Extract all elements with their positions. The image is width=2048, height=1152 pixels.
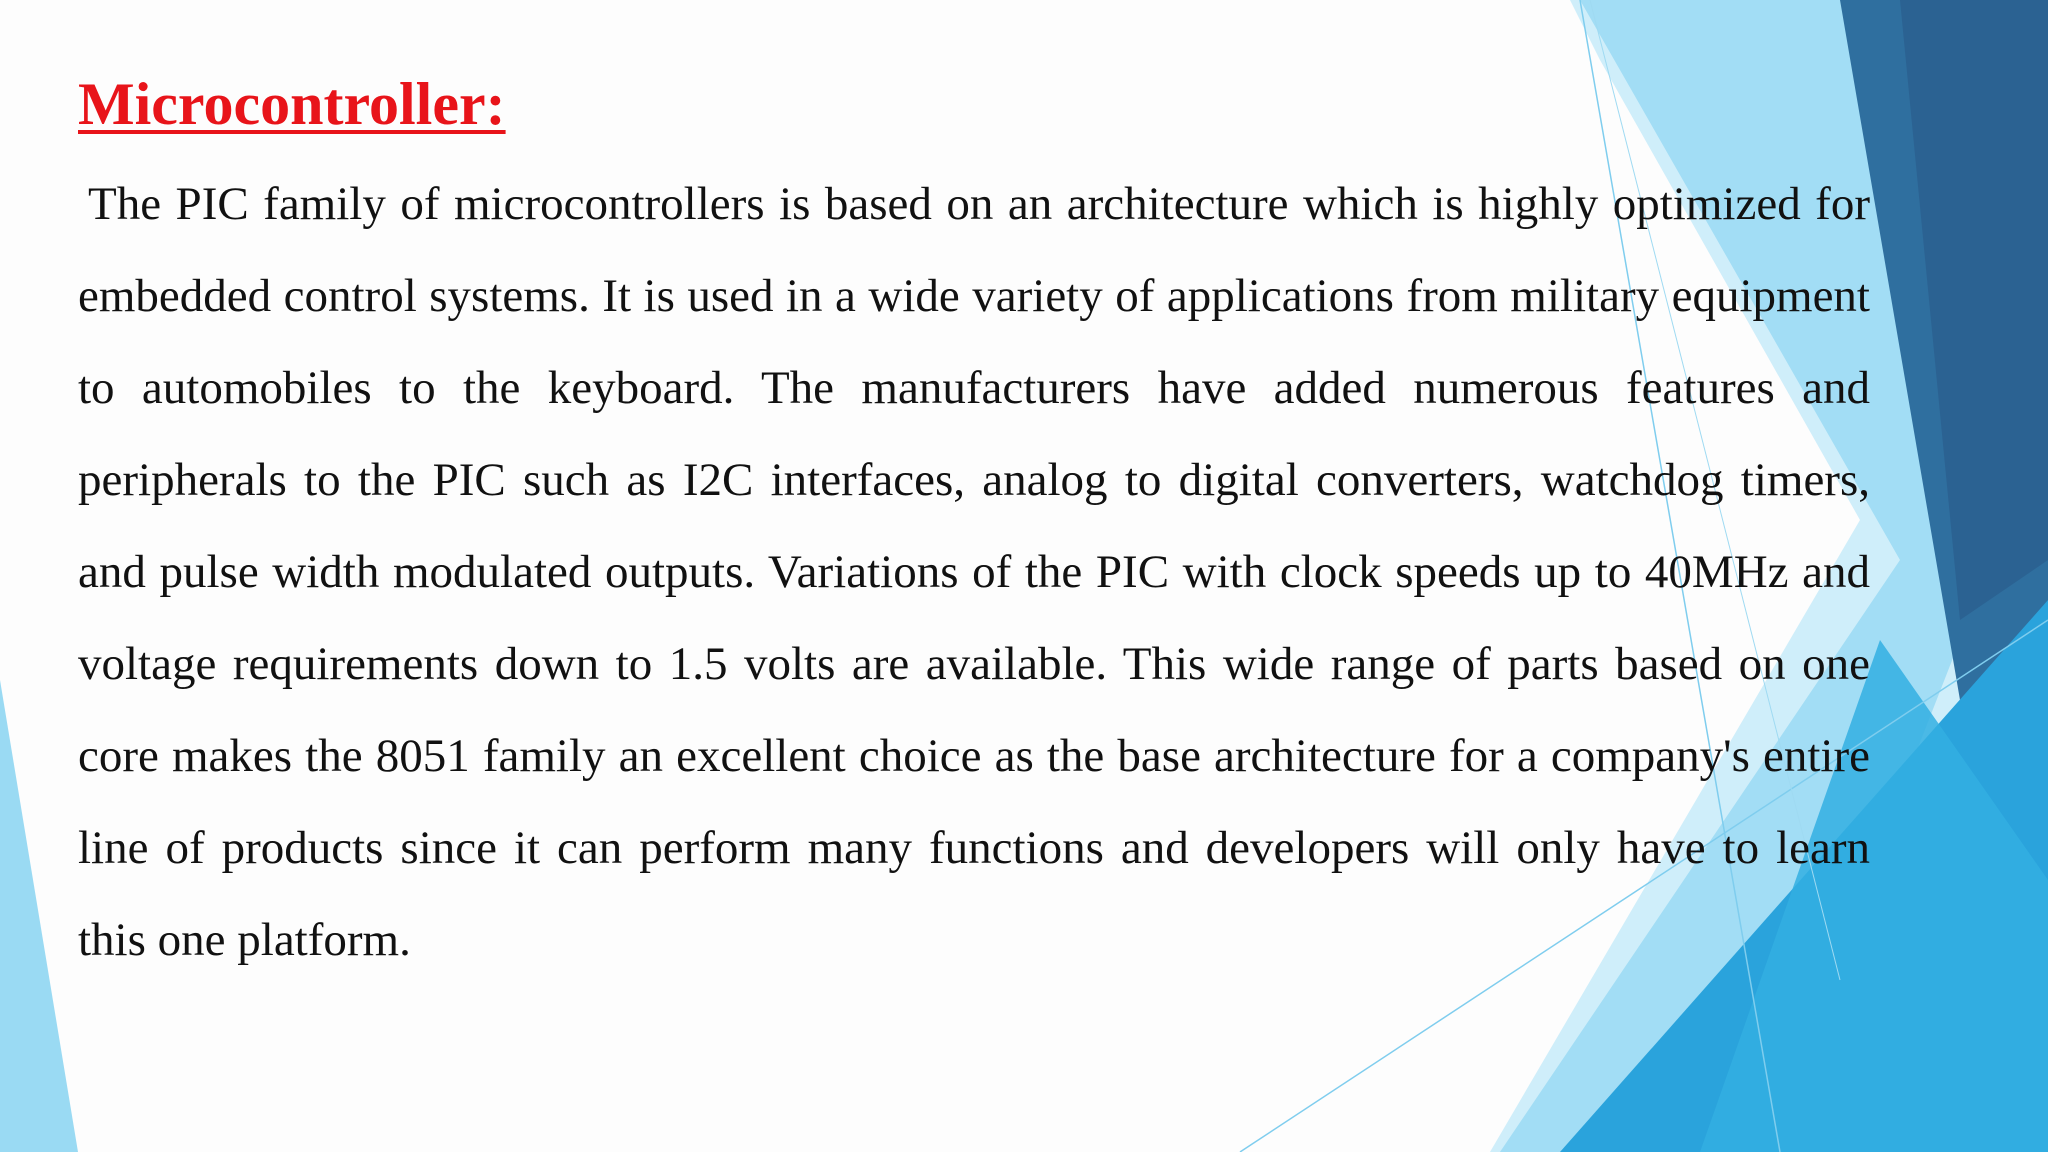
left-edge-shape <box>0 680 78 1152</box>
body-paragraph: The PIC family of microcontrollers is based on an architecture which is highly optimized for embedded control systems. It is used in a wide variety of applications from military equipment to automobiles to the keyboard. The manufacturers have added numerous features and peripherals to the PIC such as I2C interfaces, analog to digital converters, watchdog timers, and pulse width modulated outputs. Variations of the PIC with clock speeds up to 40MHz and voltage requirements down to 1.5 volts are available. This wide range of parts based on one core makes the 8051 family an excellent choice as the base architecture for a company's entire line of products since it can perform many functions and developers will only have to learn this one platform. <box>78 178 1870 966</box>
slide-title: Microcontroller: <box>78 71 506 137</box>
